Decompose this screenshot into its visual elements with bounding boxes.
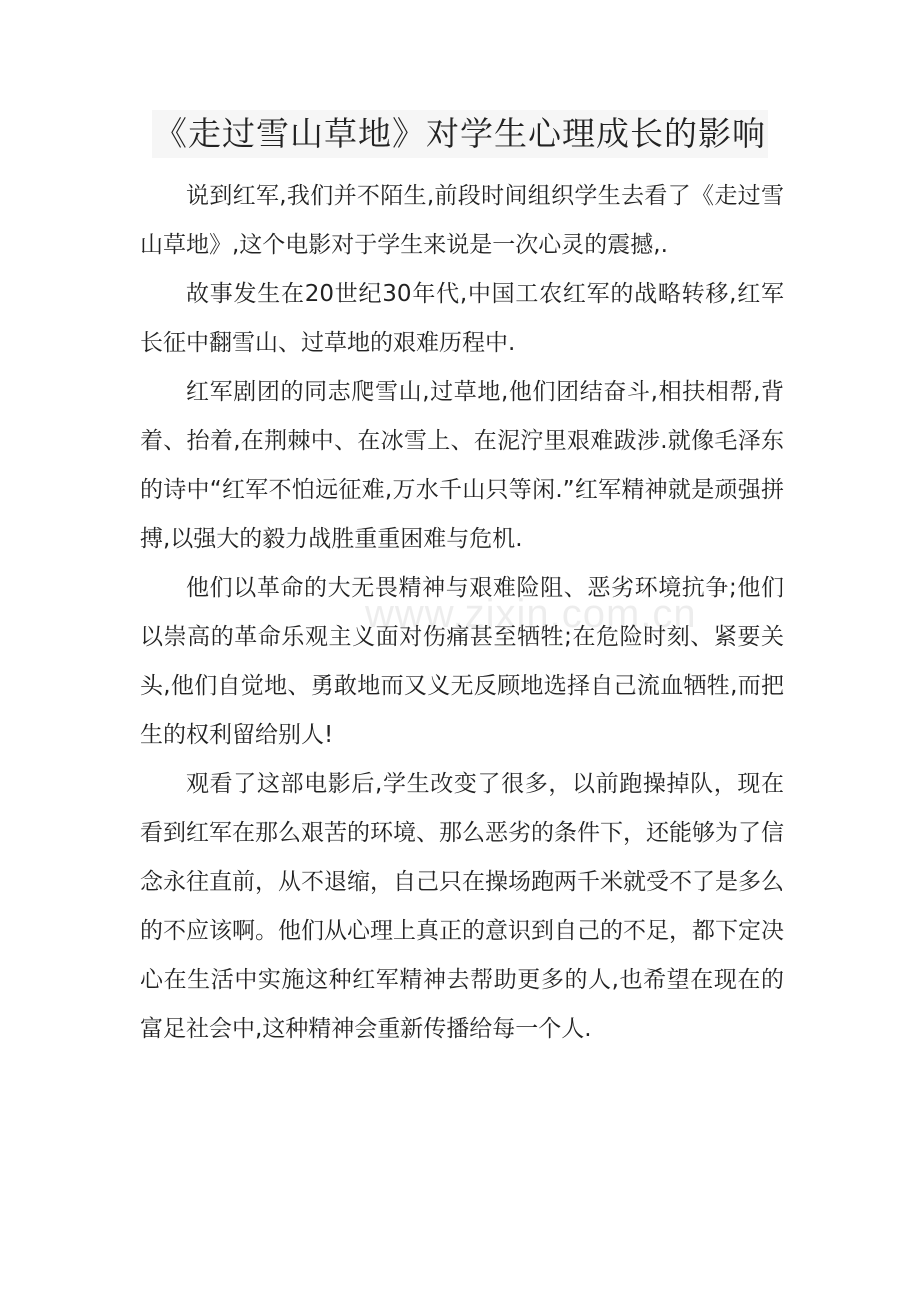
paragraph-5: 观看了这部电影后,学生改变了很多，以前跑操掉队，现在看到红军在那么艰苦的环境、那么恶劣的条件下，还能够为了信念永往直前，从不退缩，自己只在操场跑两千米就受不了是多么的不应该啊。他们从心理上真正的意识到自己的不足，都下定决心在生活中实施这种红军精神去帮助更多的人,也希望在现在的富足社会中,这种精神会重新传播给每一个人. [140, 771, 784, 1042]
paragraph-3: 红军剧团的同志爬雪山,过草地,他们团结奋斗,相扶相帮,背着、抬着,在荆棘中、在冰雪上、在泥泞里艰难跋涉.就像毛泽东的诗中“红军不怕远征难,万水千山只等闲.”红军精神就是顽强拼搏,以强大的毅力战胜重重困难与危机. [140, 379, 784, 552]
watermark: www.zixin.com.cn [365, 592, 697, 636]
paragraph-4: 他们以革命的大无畏精神与艰难险阻、恶劣环境抗争;他们以崇高的革命乐观主义面对伤痛甚至牺牲;在危险时刻、紧要关头,他们自觉地、勇敢地而又义无反顾地选择自己流血牺牲,而把生的权利留给别人! [140, 575, 784, 748]
paragraph-2: 故事发生在20世纪30年代,中国工农红军的战略转移,红军长征中翻雪山、过草地的艰难历程中. [140, 281, 784, 356]
paragraph-1: 说到红军,我们并不陌生,前段时间组织学生去看了《走过雪山草地》,这个电影对于学生来说是一次心灵的震撼,. [140, 183, 784, 258]
document-title: 《走过雪山草地》对学生心理成长的影响 [152, 110, 768, 158]
